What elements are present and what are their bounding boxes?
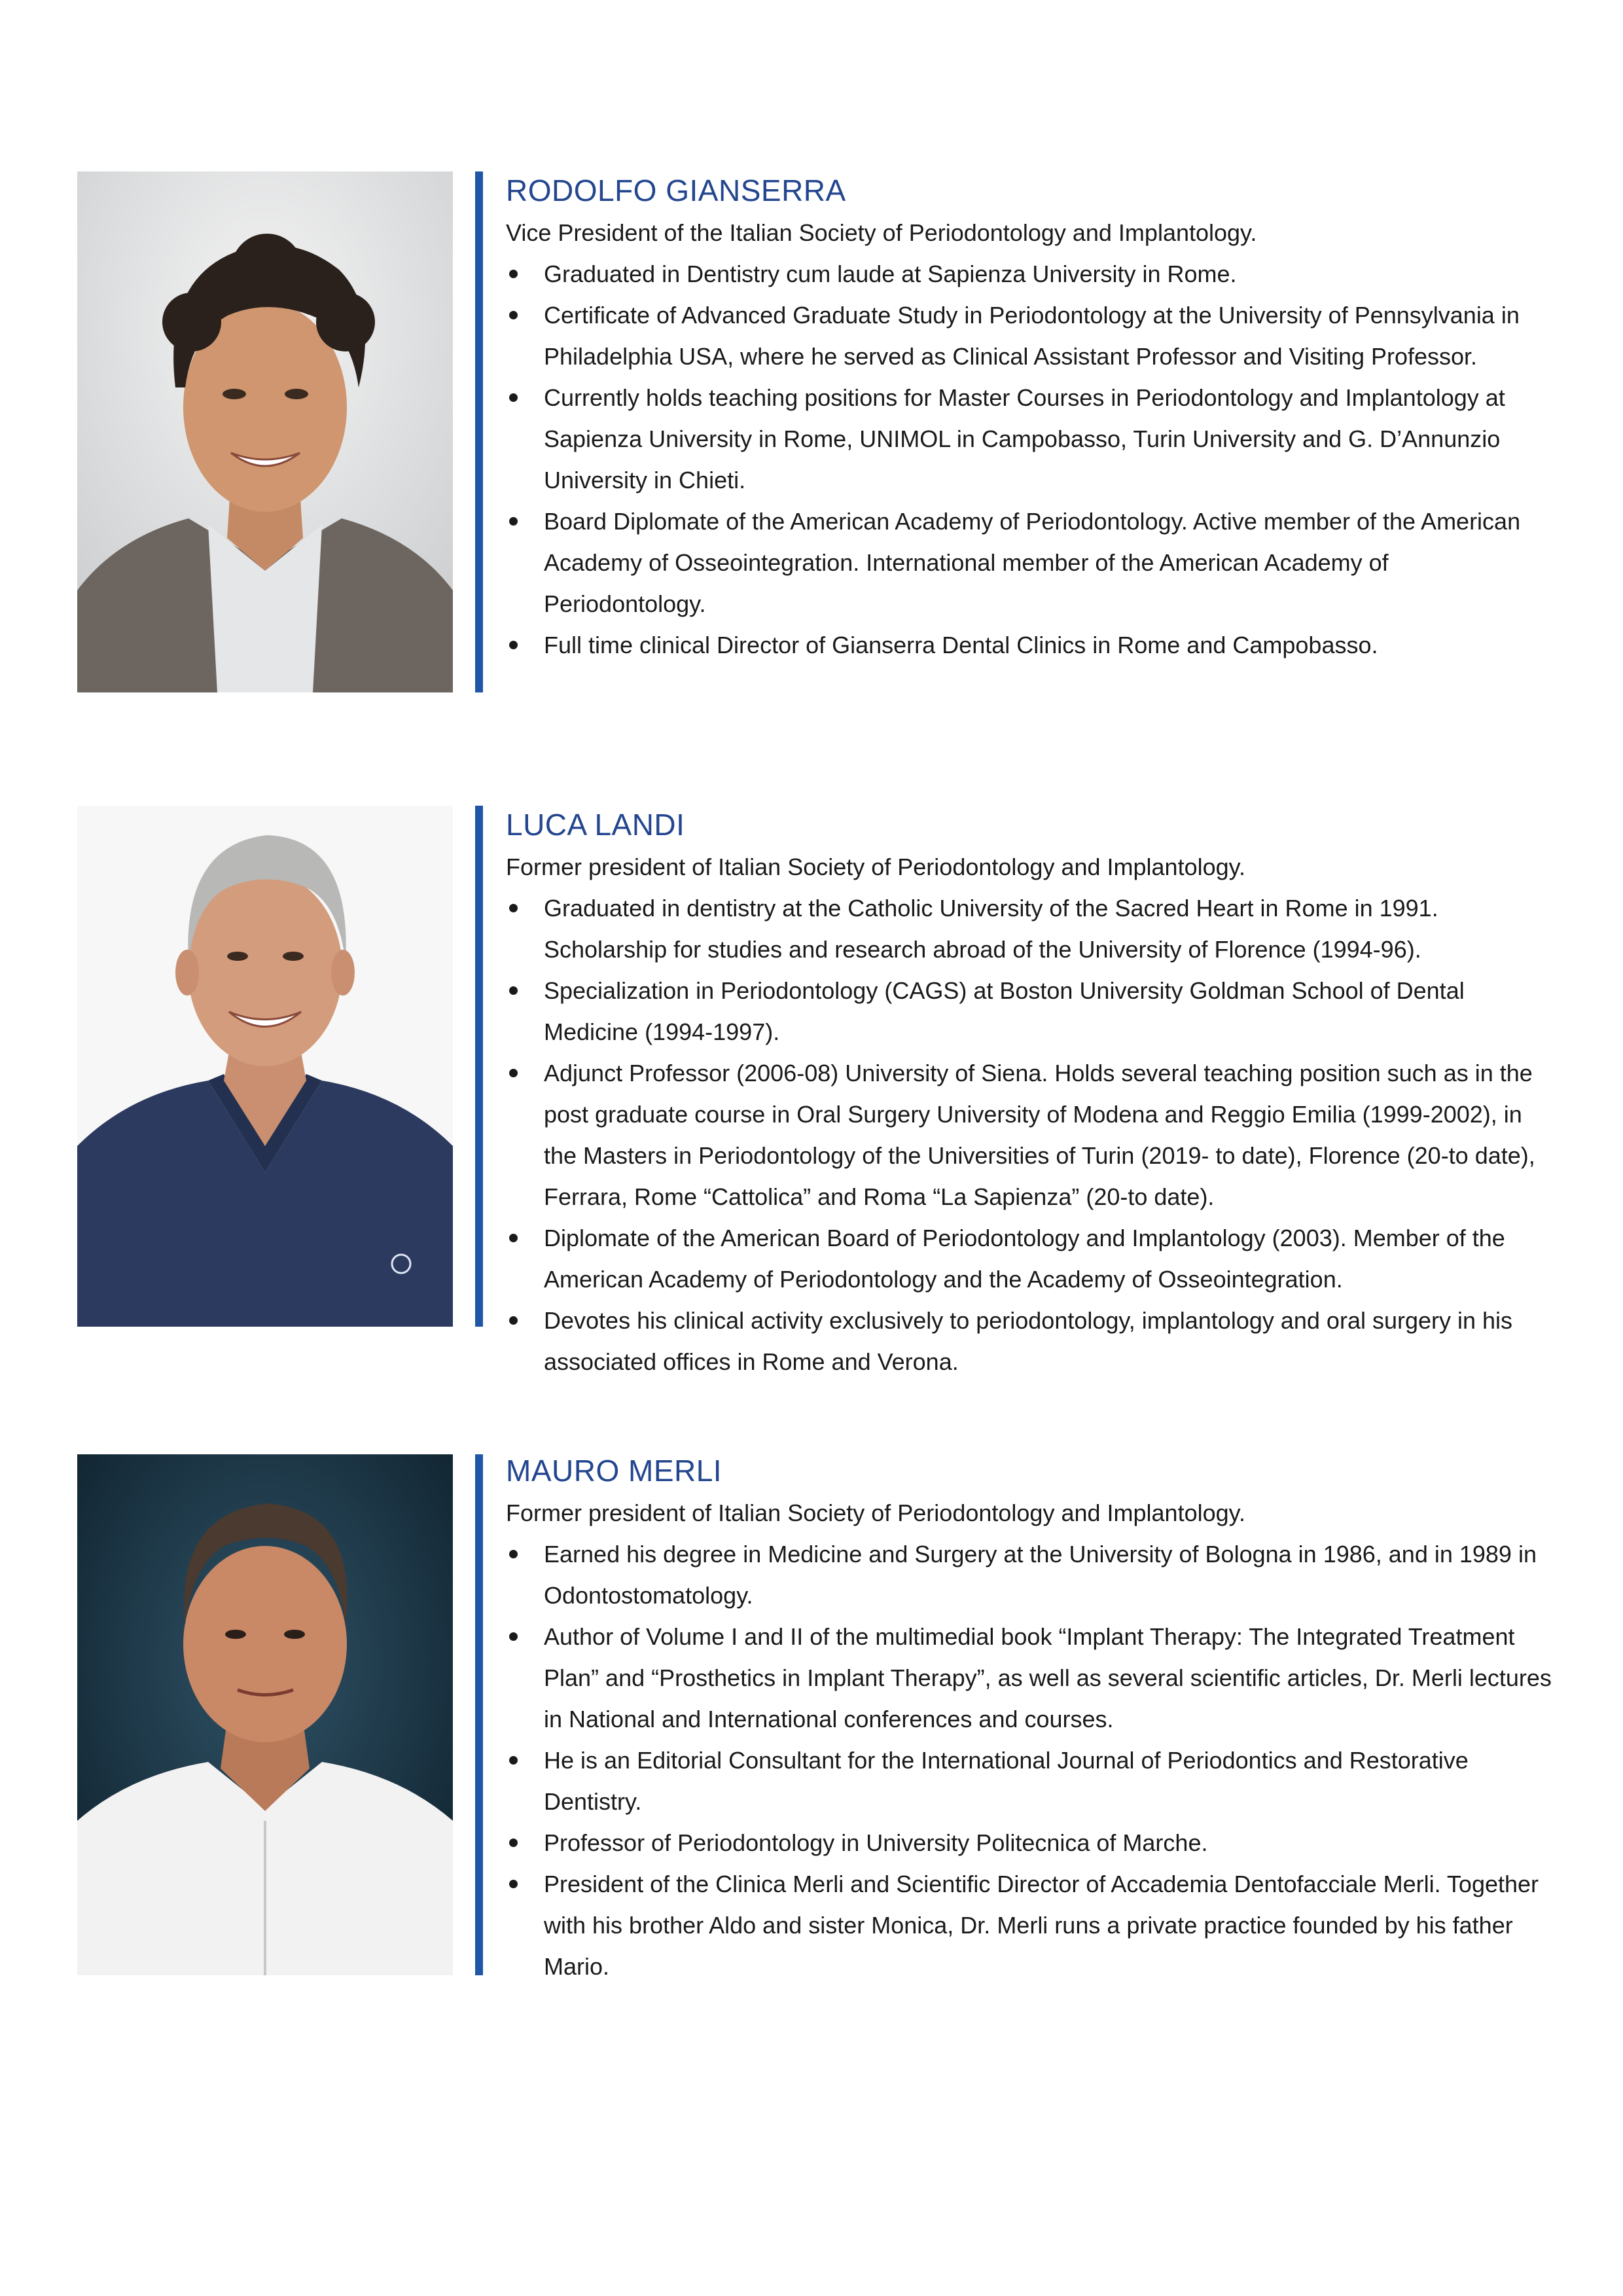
portrait-photo-gianserra [77,171,453,692]
person-role: Former president of Italian Society of Periodontology and Implantology. [506,1499,1245,1526]
person-name: RODOLFO GIANSERRA [506,173,846,207]
accent-bar [475,171,483,692]
bio-list [506,1534,1553,1987]
bio-item: Devotes his clinical activity exclusively to periodontology, implantology and oral surgery in his associated offices in Rome and Verona. [506,1300,1553,1382]
portrait-photo-landi [77,806,453,1327]
person-role: Former president of Italian Society of Periodontology and Implantology. [506,853,1245,880]
portrait-image [77,806,453,1327]
bio-item: Full time clinical Director of Gianserra Dental Clinics in Rome and Campobasso. [506,624,1553,666]
person-name: LUCA LANDI [506,808,685,842]
bio-item: Adjunct Professor (2006-08) University of Siena. Holds several teaching position such as in the post graduate course in Oral Surgery University of Modena and Reggio Emilia (1999-2002), in the Masters in Periodontology of the Universities of Turin (2019- to date), Florence (20-to date), Ferrara, Rome “Cattolica” and Roma “La Sapienza” (20-to date). [506,1052,1553,1217]
bio-item: Diplomate of the American Board of Periodontology and Implantology (2003). Member of the American Academy of Periodontology and the Academy of Osseointegration. [506,1217,1553,1300]
bio-item: Certificate of Advanced Graduate Study in Periodontology at the University of Pennsylvania in Philadelphia USA, where he served as Clinical Assistant Professor and Visiting Professor. [506,295,1553,377]
bio-item: Specialization in Periodontology (CAGS) at Boston University Goldman School of Dental Medicine (1994-1997). [506,970,1553,1052]
bio-item: Graduated in dentistry at the Catholic University of the Sacred Heart in Rome in 1991. Scholarship for studies and research abroad of the University of Florence (1994-96). [506,888,1553,970]
bio-item: Earned his degree in Medicine and Surgery at the University of Bologna in 1986, and in 1989 in Odontostomatology. [506,1534,1553,1616]
bio-list [506,888,1553,1382]
portrait-photo-merli [77,1454,453,1975]
portrait-image [77,171,453,692]
bio-item: Graduated in Dentistry cum laude at Sapienza University in Rome. [506,253,1553,295]
bio-item: Board Diplomate of the American Academy of Periodontology. Active member of the American Academy of Osseointegration. International member of the American Academy of Periodontology. [506,501,1553,624]
bio-block [506,173,1553,666]
bio-item: President of the Clinica Merli and Scientific Director of Accademia Dentofacciale Merli. Together with his brother Aldo and sister Monica, Dr. Merli runs a private practice founded by his father Mario. [506,1863,1553,1987]
portrait-image [77,1454,453,1975]
bio-block [506,1453,1553,1987]
accent-bar [475,1454,483,1975]
bio-item: Professor of Periodontology in University Politecnica of Marche. [506,1822,1553,1863]
bio-item: He is an Editorial Consultant for the International Journal of Periodontics and Restorative Dentistry. [506,1740,1553,1822]
person-name: MAURO MERLI [506,1454,722,1488]
accent-bar [475,806,483,1327]
bio-item: Currently holds teaching positions for Master Courses in Periodontology and Implantology at Sapienza University in Rome, UNIMOL in Campobasso, Turin University and G. D’Annunzio University in Chieti. [506,377,1553,501]
person-role: Vice President of the Italian Society of Periodontology and Implantology. [506,219,1257,246]
bio-list [506,253,1553,666]
bio-item: Author of Volume I and II of the multimedial book “Implant Therapy: The Integrated Treatment Plan” and “Prosthetics in Implant Therapy”, as well as several scientific articles, Dr. Merli lectures in National and International conferences and courses. [506,1616,1553,1740]
bio-block [506,807,1553,1382]
